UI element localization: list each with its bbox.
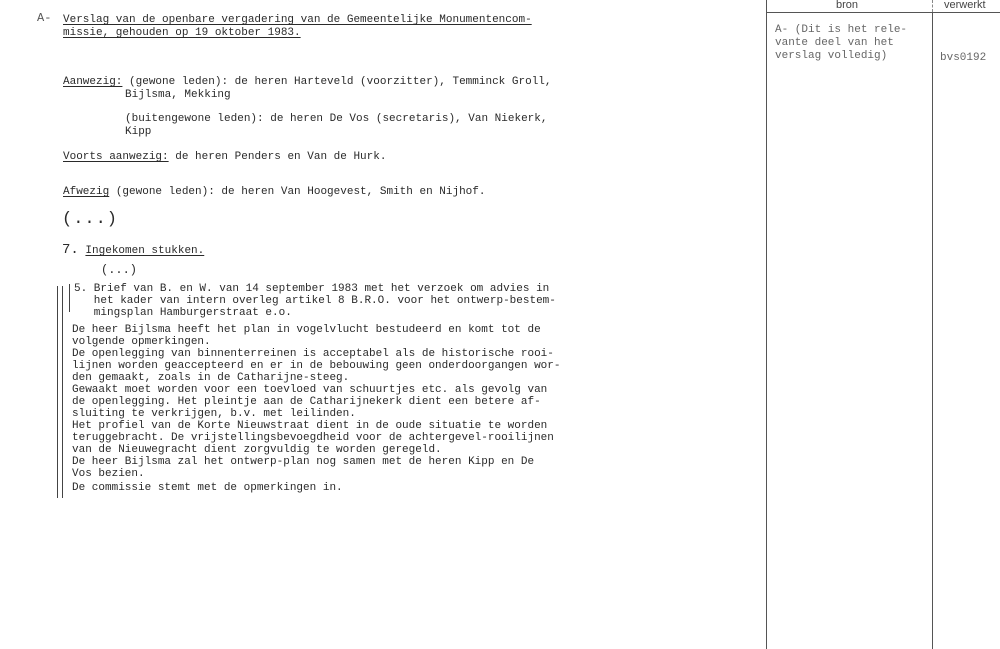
further-present-text: de heren Penders en Van de Hurk. xyxy=(168,151,387,163)
absent-text: (gewone leden): de heren Van Hoogevest, Smith en Nijhof. xyxy=(109,186,486,198)
header-divider xyxy=(932,0,933,12)
item5-line1: 5. Brief van B. en W. van 14 september 1983 met het verzoek om advies in xyxy=(74,283,550,295)
verwerkt-code: bvs0192 xyxy=(940,52,987,64)
present-label: Aanwezig: xyxy=(63,76,123,88)
present-line2: Bijlsma, Mekking xyxy=(125,89,231,101)
present-line xyxy=(63,76,552,89)
section-title: Ingekomen stukken. xyxy=(85,245,205,257)
margin-bracket-outer xyxy=(57,286,58,498)
column-header-rule xyxy=(766,12,1000,13)
further-present-label: Voorts aanwezig: xyxy=(63,151,169,163)
bron-note-line: verslag volledig) xyxy=(775,50,888,62)
body-line: den gemaakt, zoals in de Catharijne-steeg. xyxy=(72,372,350,384)
document-title-line2: missie, gehouden op 19 oktober 1983. xyxy=(63,27,301,39)
absent-label: Afwezig xyxy=(63,186,110,198)
extraordinary-line1: (buitengewone leden): de heren De Vos (secretaris), Van Niekerk, xyxy=(125,113,548,125)
body-line: Het profiel van de Korte Nieuwstraat dient in de oude situatie te worden xyxy=(72,420,548,432)
body-line: sluiting te verkrijgen, b.v. met leilinden. xyxy=(72,408,356,420)
extraordinary-line2: Kipp xyxy=(125,126,152,138)
document-title-line1: Verslag van de openbare vergadering van de Gemeentelijke Monumentencom- xyxy=(63,14,532,26)
body-line: van de Nieuwegracht dient zorgvuldig te worden geregeld. xyxy=(72,444,442,456)
bron-note-line: vante deel van het xyxy=(775,37,894,49)
bron-header: bron xyxy=(836,0,859,11)
verwerkt-column-rule xyxy=(932,12,933,649)
body-line: De heer Bijlsma zal het ontwerp-plan nog samen met de heren Kipp en De xyxy=(72,456,535,468)
margin-bracket-inner xyxy=(62,286,63,498)
verwerkt-header: verwerkt xyxy=(944,0,986,11)
body-line: lijnen worden geaccepteerd en er in de bebouwing geen onderdoorgangen wor- xyxy=(72,360,561,372)
margin-marker: A- xyxy=(37,11,52,25)
body-line: volgende opmerkingen. xyxy=(72,336,211,348)
absent-line xyxy=(63,186,485,199)
section-number: 7. xyxy=(62,242,79,258)
body-line: teruggebracht. De vrijstellingsbevoegdheid voor de achtergevel-rooilijnen xyxy=(72,432,554,444)
item5-line3: mingsplan Hamburgerstraat e.o. xyxy=(74,307,292,319)
body-line: De heer Bijlsma heeft het plan in vogelvlucht bestudeerd en komt tot de xyxy=(72,324,541,336)
further-present-line xyxy=(63,151,386,164)
body-line: de openlegging. Het pleintje aan de Catharijnekerk dient een betere af- xyxy=(72,396,541,408)
body-line: Gewaakt moet worden voor een toevloed van schuurtjes etc. als gevolg van xyxy=(72,384,548,396)
section-omission-marker: (...) xyxy=(101,263,138,277)
bron-note-line: A- (Dit is het rele- xyxy=(775,24,908,36)
body-line: Vos bezien. xyxy=(72,468,145,480)
bron-column-rule xyxy=(766,0,767,649)
present-text: (gewone leden): de heren Harteveld (voorzitter), Temminck Groll, xyxy=(122,76,552,88)
omission-marker: (...) xyxy=(62,210,119,229)
section-heading xyxy=(62,244,204,258)
margin-bracket-item xyxy=(69,284,70,312)
item5-line2: het kader van intern overleg artikel 8 B.R.O. voor het ontwerp-bestem- xyxy=(74,295,556,307)
body-line: De commissie stemt met de opmerkingen in. xyxy=(72,482,343,494)
body-line: De openlegging van binnenterreinen is acceptabel als de historische rooi- xyxy=(72,348,554,360)
